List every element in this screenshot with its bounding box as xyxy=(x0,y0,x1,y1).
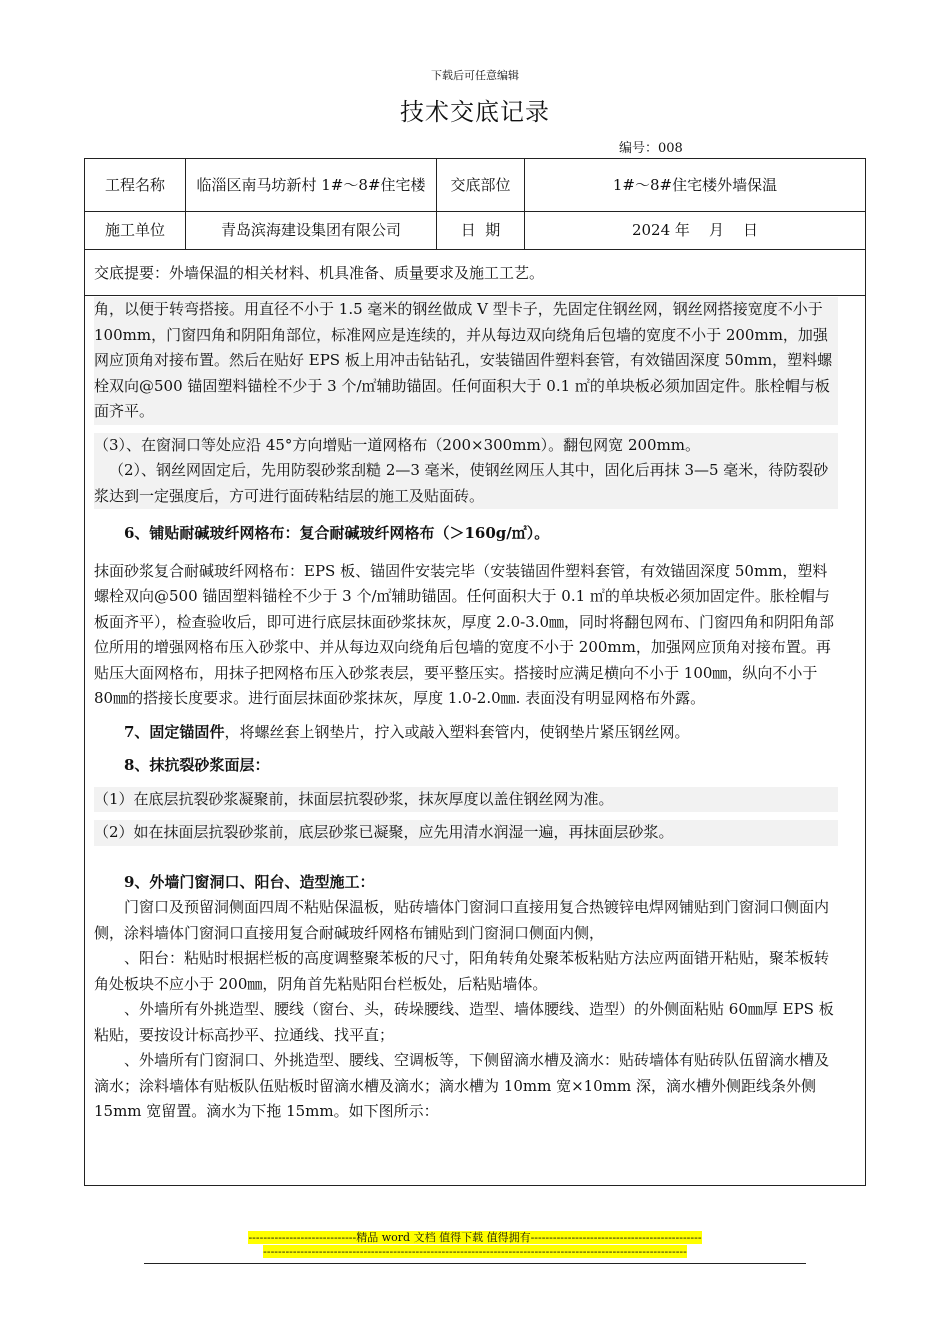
footer-rule xyxy=(144,1263,806,1264)
date-label: 日 期 xyxy=(460,221,501,239)
paragraph-step-8-2: （2）如在抹面层抗裂砂浆前，底层砂浆已凝聚，应先用清水润湿一遍，再抹面层砂浆。 xyxy=(94,820,838,846)
paragraph-mesh-laying: 抹面砂浆复合耐碱玻纤网格布：EPS 板、锚固件安装完毕（安装锚固件塑料套管，有效锚固深度 50mm，塑料螺栓双向@500 锚固塑料锚栓不少于 3 个/㎡辅助锚固。任何面积大于 0.1 ㎡的单块板必须加固定件。胀栓帽与板面齐平），检查验收后，即可进行底层抹面砂浆抹灰，厚度 2.0-3.0㎜，同时将翻包网布、门窗四角和阴阳角部位所用的增强网格布压入砂浆中、并从每边双向绕角后包墙的宽度不小于 200mm，加强网应顶角对接布置。再贴压大面网格布，用抹子把网格布压入砂浆表层，要平整压实。搭接时应满足横向不小于 100㎜，纵向不小于 80㎜的搭接长度要求。进行面层抹面砂浆抹灰，厚度 1.0-2.0㎜. 表面没有明显网格布外露。 xyxy=(94,561,835,707)
handover-summary: 交底提要：外墙保温的相关材料、机具准备、质量要求及施工工艺。 xyxy=(94,264,545,282)
heading-step-6: 6、铺贴耐碱玻纤网格布：复合耐碱玻纤网格布（＞160g/㎡）。 xyxy=(124,524,550,542)
row-divider xyxy=(85,249,865,250)
paragraph-step-7 xyxy=(94,720,838,746)
heading-step-8: 8、抹抗裂砂浆面层： xyxy=(124,756,270,774)
footer-banner-line-2 xyxy=(0,1245,950,1258)
paragraph-projections: 、外墙所有外挑造型、腰线（窗台、头，砖垛腰线、造型、墙体腰线、造型）的外侧面粘贴 60㎜厚 EPS 板粘贴，要按设计标高抄平、拉通线、找平直； xyxy=(94,1000,834,1044)
project-name-value: 临淄区南马坊新村 1#～8#住宅楼 xyxy=(196,175,426,194)
top-note: 下载后可任意编辑 xyxy=(431,69,519,82)
construction-company-value: 青岛滨海建设集团有限公司 xyxy=(220,221,401,239)
handover-part-value: 1#～8#住宅楼外墙保温 xyxy=(612,175,778,194)
handover-content xyxy=(94,297,838,1125)
paragraph-mesh-fixing: 角，以便于转弯搭接。用直径不小于 1.5 毫米的钢丝做成 V 型卡子，先固定住钢丝网，钢丝网搭接宽度不小于 100mm，门窗四角和阴阳角部位，标准网应是连续的，并从每边双向绕角后包墙的宽度不小于 200mm，加强网应顶角对接布置。然后在贴好 EPS 板上用冲击钻钻孔，安装锚固件塑料套管，有效锚固深度 50mm，塑料螺栓双向@500 锚固塑料锚栓不少于 3 个/㎡辅助锚固。任何面积大于 0.1 ㎡的单块板必须加固定件。胀栓帽与板面齐平。 xyxy=(94,297,838,425)
paragraph-window-mesh: （3）、在窗洞口等处应沿 45°方向增贴一道网格布（200×300mm）。翻包网宽 200mm。 xyxy=(94,433,838,459)
heading-step-7: 7、固定锚固件 xyxy=(124,722,225,741)
paragraph-drip-grooves: 、外墙所有门窗洞口、外挑造型、腰线、空调板等，下侧留滴水槽及滴水：贴砖墙体有贴砖队伍留滴水槽及滴水；涂料墙体有贴板队伍贴板时留滴水槽及滴水；滴水槽为 10mm 宽×10mm 深，滴水槽外侧距线条外侧 15mm 宽留置。滴水为下拖 15mm。如下图所示： xyxy=(94,1051,830,1120)
heading-step-9: 9、外墙门窗洞口、阳台、造型施工： xyxy=(124,872,375,891)
date-value: 2024 年 月 日 xyxy=(631,221,759,239)
page-title: 技术交底记录 xyxy=(400,98,550,126)
construction-company-label: 施工单位 xyxy=(104,221,165,239)
footer-banner-text: -----------------------------精品 word 文档 值得下载 值得拥有---------------------------------------------- xyxy=(248,1231,702,1244)
paragraph-balcony: 、阳台：粘贴时根据栏板的高度调整聚苯板的尺寸，阳角转角处聚苯板粘贴方法应两面错开粘贴，聚苯板转角处板块不应小于 200㎜，阴角首先粘贴阳台栏板处，后粘贴墙体。 xyxy=(94,949,830,993)
step-7-text: ，将螺丝套上钢垫片，拧入或敲入塑料套管内，使钢垫片紧压钢丝网。 xyxy=(224,722,690,741)
footer-banner-dashes: ------------------------------------------------------------------------------------------------------------------ xyxy=(263,1245,687,1258)
project-name-label: 工程名称 xyxy=(104,175,165,194)
footer-banner-line-1 xyxy=(0,1229,950,1245)
paragraph-anticrack-mortar: （2）、钢丝网固定后，先用防裂砂浆刮糙 2—3 毫米，使钢丝网压人其中，固化后再抹 3—5 毫米，待防裂砂浆达到一定强度后，方可进行面砖粘结层的施工及贴面砖。 xyxy=(94,458,838,509)
paragraph-step-8-1: （1）在底层抗裂砂浆凝聚前，抹面层抗裂砂浆，抹灰厚度以盖住钢丝网为准。 xyxy=(94,787,838,813)
row-divider xyxy=(85,295,865,296)
document-number: 编号：008 xyxy=(619,141,683,156)
record-table xyxy=(84,158,866,1186)
paragraph-window-openings: 门窗口及预留洞侧面四周不粘贴保温板，贴砖墙体门窗洞口直接用复合热镀锌电焊网铺贴到门窗洞口侧面内侧，涂料墙体门窗洞口直接用复合耐碱玻纤网格布铺贴到门窗洞口侧面内侧， xyxy=(94,898,830,942)
handover-part-label: 交底部位 xyxy=(450,175,511,194)
